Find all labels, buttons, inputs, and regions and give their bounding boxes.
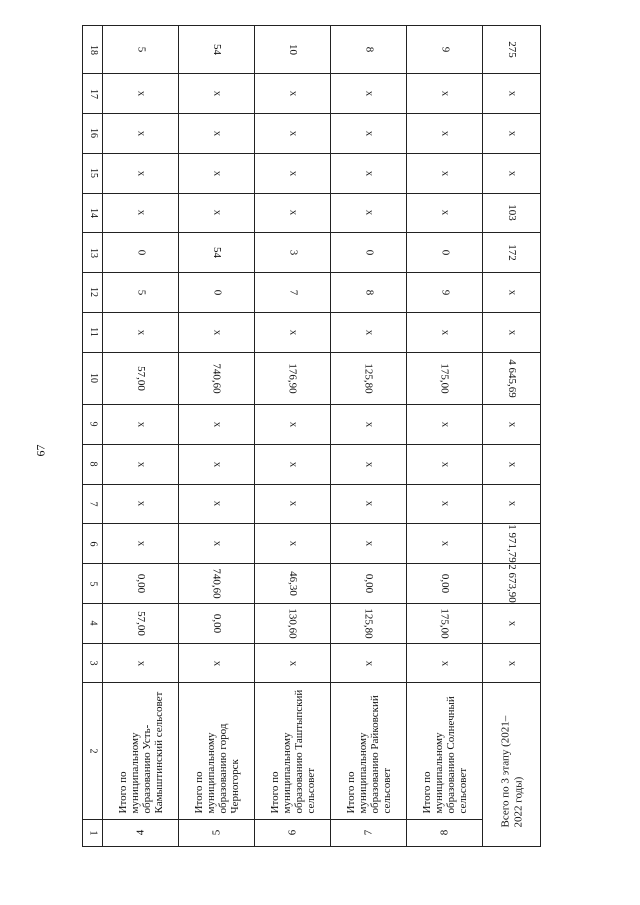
- table-cell: [179, 603, 255, 643]
- row-number: 6: [286, 830, 298, 836]
- table-cell: [255, 193, 331, 233]
- cell-value: 125,80: [363, 363, 375, 394]
- table-cell: [407, 404, 483, 444]
- table-cell: [255, 444, 331, 484]
- cell-value: x: [135, 540, 147, 547]
- row-number-cell: [407, 819, 483, 846]
- column-header: [83, 404, 103, 444]
- cell-value: 5: [135, 46, 147, 53]
- table-cell: [407, 444, 483, 484]
- table-cell: [255, 643, 331, 683]
- cell-value: 8: [363, 46, 375, 53]
- cell-value: x: [211, 660, 223, 666]
- cell-value: x: [211, 461, 223, 467]
- cell-value: x: [211, 421, 223, 428]
- total-label: Всего по 3 этапу (2021–2022 годы): [498, 715, 524, 828]
- row-label-cell: [483, 683, 541, 847]
- cell-value: 10: [287, 44, 299, 56]
- cell-value: x: [135, 329, 147, 335]
- table-cell: [103, 603, 179, 643]
- cell-value: x: [363, 90, 375, 97]
- table-cell: [103, 233, 179, 273]
- table-cell: [255, 484, 331, 524]
- table-cell: [483, 113, 541, 153]
- cell-value: x: [211, 170, 223, 176]
- column-header-text: 13: [87, 247, 99, 258]
- table-cell: [255, 603, 331, 643]
- cell-value: x: [135, 660, 147, 666]
- cell-value: 57,00: [135, 610, 147, 636]
- table-cell: [255, 26, 331, 74]
- row-number-cell: [331, 819, 407, 846]
- cell-value: x: [439, 210, 451, 216]
- table-cell: [255, 233, 331, 273]
- cell-value: x: [287, 90, 299, 97]
- row-number: 5: [210, 830, 222, 836]
- cell-value: x: [211, 90, 223, 97]
- table-cell: [483, 524, 541, 564]
- column-header: [83, 564, 103, 604]
- cell-value: 275: [506, 41, 518, 58]
- cell-value: 54: [211, 44, 223, 56]
- table-cell: [483, 312, 541, 352]
- cell-value: 46,30: [287, 571, 299, 596]
- cell-value: x: [506, 130, 518, 137]
- column-header-text: 10: [87, 373, 99, 384]
- table-cell: [483, 74, 541, 114]
- table-cell: [255, 564, 331, 604]
- cell-value: x: [287, 170, 299, 176]
- cell-value: x: [506, 501, 518, 507]
- column-header: [83, 484, 103, 524]
- row-number-cell: [255, 819, 331, 846]
- table-cell: [331, 643, 407, 683]
- cell-value: x: [135, 461, 147, 467]
- cell-value: 4 645,69: [506, 359, 518, 398]
- column-header-text: 15: [87, 168, 99, 179]
- cell-value: x: [287, 130, 299, 137]
- table-cell: [255, 312, 331, 352]
- table-cell: [255, 404, 331, 444]
- cell-value: x: [439, 329, 451, 335]
- cell-value: x: [506, 620, 518, 627]
- cell-value: x: [363, 130, 375, 137]
- table-cell: [331, 26, 407, 74]
- table-cell: [331, 273, 407, 313]
- column-header-text: 12: [87, 287, 99, 298]
- column-header: [83, 524, 103, 564]
- cell-value: x: [506, 461, 518, 467]
- cell-value: x: [506, 421, 518, 428]
- table-cell: [483, 643, 541, 683]
- cell-value: x: [506, 329, 518, 335]
- cell-value: x: [135, 130, 147, 137]
- table-cell: [255, 524, 331, 564]
- row-label: Итого по муниципальному образованию Райковский сельсовет: [344, 695, 393, 814]
- row-number: 7: [362, 830, 374, 836]
- table-cell: [407, 524, 483, 564]
- cell-value: 9: [439, 289, 451, 296]
- cell-value: 176,90: [287, 363, 299, 394]
- cell-value: 740,60: [211, 363, 223, 394]
- cell-value: x: [135, 421, 147, 428]
- cell-value: 175,00: [439, 363, 451, 394]
- table-cell: [103, 26, 179, 74]
- cell-value: 172: [506, 244, 518, 261]
- cell-value: 103: [506, 204, 518, 222]
- cell-value: 0,00: [135, 573, 147, 594]
- cell-value: 0: [439, 249, 451, 256]
- table-cell: [103, 153, 179, 193]
- cell-value: 0,00: [363, 573, 375, 594]
- table-cell: [255, 153, 331, 193]
- cell-value: x: [135, 210, 147, 216]
- row-number-cell: [179, 819, 255, 846]
- page-number: 67: [33, 444, 48, 457]
- cell-value: x: [439, 130, 451, 137]
- table-cell: [179, 524, 255, 564]
- column-header-text: 1: [87, 830, 99, 836]
- table-cell: [407, 312, 483, 352]
- table-cell: [179, 564, 255, 604]
- column-header-text: 16: [87, 128, 99, 139]
- cell-value: 175,00: [439, 608, 451, 639]
- row-label: Итого по муниципальному образованию Усть-Камыштинский сельсовет: [116, 691, 165, 814]
- cell-value: x: [287, 210, 299, 216]
- table-cell: [331, 193, 407, 233]
- cell-value: x: [287, 329, 299, 335]
- column-header: [83, 352, 103, 404]
- row-label-cell: [179, 683, 255, 819]
- table-cell: [179, 273, 255, 313]
- table-cell: [179, 193, 255, 233]
- table-cell: [103, 312, 179, 352]
- column-header: [83, 683, 103, 819]
- table-cell: [255, 273, 331, 313]
- table-cell: [407, 113, 483, 153]
- column-header: [83, 233, 103, 273]
- table-cell: [179, 26, 255, 74]
- cell-value: x: [439, 421, 451, 428]
- table-cell: [103, 74, 179, 114]
- cell-value: 9: [439, 46, 451, 53]
- cell-value: x: [287, 660, 299, 666]
- row-label-cell: [103, 683, 179, 819]
- table-cell: [407, 564, 483, 604]
- table-cell: [179, 153, 255, 193]
- table-cell: [407, 273, 483, 313]
- cell-value: x: [135, 501, 147, 507]
- row-label-cell: [407, 683, 483, 819]
- cell-value: x: [363, 501, 375, 507]
- cell-value: x: [439, 461, 451, 467]
- cell-value: x: [287, 501, 299, 507]
- column-header: [83, 153, 103, 193]
- cell-value: x: [287, 540, 299, 547]
- cell-value: x: [363, 421, 375, 428]
- row-label-cell: [331, 683, 407, 819]
- cell-value: 130,60: [287, 608, 299, 639]
- column-header: [83, 312, 103, 352]
- row-label: Итого по муниципальному образованию город Черногорск: [192, 723, 241, 814]
- column-header-text: 18: [87, 44, 99, 55]
- table-cell: [103, 484, 179, 524]
- table-cell: [331, 564, 407, 604]
- table-cell: [331, 484, 407, 524]
- table-cell: [483, 233, 541, 273]
- cell-value: x: [363, 210, 375, 216]
- table-cell: [103, 113, 179, 153]
- cell-value: x: [363, 540, 375, 547]
- table-cell: [331, 233, 407, 273]
- table-cell: [483, 444, 541, 484]
- table-cell: [407, 352, 483, 404]
- row-number-cell: [103, 819, 179, 846]
- cell-value: x: [506, 90, 518, 97]
- cell-value: x: [439, 501, 451, 507]
- cell-value: x: [211, 540, 223, 547]
- table-cell: [179, 233, 255, 273]
- cell-value: x: [363, 170, 375, 176]
- column-header: [83, 26, 103, 74]
- cell-value: x: [211, 329, 223, 335]
- table-cell: [483, 564, 541, 604]
- column-header: [83, 273, 103, 313]
- column-header: [83, 193, 103, 233]
- table-cell: [103, 524, 179, 564]
- table-cell: [331, 404, 407, 444]
- column-header-text: 4: [87, 620, 99, 626]
- table-cell: [103, 564, 179, 604]
- table-cell: [331, 312, 407, 352]
- cell-value: x: [439, 660, 451, 666]
- column-header-text: 6: [87, 541, 99, 547]
- row-label-cell: [255, 683, 331, 819]
- cell-value: 0: [135, 249, 147, 256]
- table-cell: [483, 484, 541, 524]
- table-cell: [255, 113, 331, 153]
- column-header-text: 5: [87, 581, 99, 586]
- table-cell: [483, 26, 541, 74]
- cell-value: 0: [211, 289, 223, 296]
- table-cell: [331, 153, 407, 193]
- column-header: [83, 444, 103, 484]
- cell-value: x: [363, 461, 375, 467]
- table-cell: [179, 113, 255, 153]
- cell-value: x: [506, 289, 518, 296]
- column-header-text: 2: [87, 748, 99, 754]
- table-cell: [407, 484, 483, 524]
- table-cell: [407, 233, 483, 273]
- table-cell: [483, 193, 541, 233]
- table-cell: [331, 603, 407, 643]
- cell-value: x: [439, 170, 451, 176]
- cell-value: x: [439, 90, 451, 97]
- cell-value: x: [211, 501, 223, 507]
- cell-value: x: [506, 170, 518, 176]
- table-cell: [483, 273, 541, 313]
- cell-value: 5: [135, 289, 147, 296]
- cell-value: 0,00: [439, 573, 451, 594]
- cell-value: x: [439, 540, 451, 547]
- cell-value: x: [287, 421, 299, 428]
- table-cell: [255, 74, 331, 114]
- table-cell: [331, 524, 407, 564]
- table-cell: [103, 193, 179, 233]
- table-cell: [179, 484, 255, 524]
- table-cell: [407, 74, 483, 114]
- table-cell: [179, 74, 255, 114]
- table-cell: [255, 352, 331, 404]
- cell-value: 1 971,79: [506, 524, 518, 563]
- cell-value: x: [135, 170, 147, 176]
- cell-value: x: [211, 130, 223, 137]
- column-header: [83, 603, 103, 643]
- row-label: Итого по муниципальному образованию Таштыпский сельсовет: [268, 689, 317, 814]
- column-header-text: 11: [87, 327, 99, 338]
- cell-value: 54: [211, 247, 223, 259]
- cell-value: x: [506, 660, 518, 666]
- cell-value: 3: [287, 249, 299, 256]
- table-cell: [483, 153, 541, 193]
- cell-value: x: [135, 90, 147, 97]
- table-cell: [331, 444, 407, 484]
- table-cell: [103, 444, 179, 484]
- column-header-text: 14: [87, 207, 99, 218]
- column-header-text: 7: [87, 501, 99, 507]
- cell-value: 125,80: [363, 608, 375, 639]
- table-cell: [331, 74, 407, 114]
- column-header: [83, 113, 103, 153]
- row-number: 4: [134, 830, 146, 836]
- cell-value: x: [287, 461, 299, 467]
- table-cell: [483, 352, 541, 404]
- table-cell: [179, 643, 255, 683]
- table-cell: [103, 643, 179, 683]
- table-cell: [483, 603, 541, 643]
- table-cell: [407, 153, 483, 193]
- cell-value: 57,00: [135, 365, 147, 391]
- cell-value: 7: [287, 289, 299, 296]
- column-header-text: 17: [87, 88, 99, 99]
- table-cell: [103, 273, 179, 313]
- cell-value: 0,00: [211, 613, 223, 633]
- table-cell: [407, 193, 483, 233]
- cell-value: x: [363, 660, 375, 666]
- cell-value: 740,60: [211, 568, 223, 599]
- table-cell: [407, 643, 483, 683]
- column-header: [83, 74, 103, 114]
- table-cell: [407, 603, 483, 643]
- cell-value: x: [363, 329, 375, 335]
- table-cell: [103, 352, 179, 404]
- column-header: [83, 819, 103, 846]
- table-cell: [179, 404, 255, 444]
- column-header-text: 9: [87, 421, 99, 427]
- column-header-text: 3: [87, 660, 99, 666]
- cell-value: 8: [363, 289, 375, 296]
- table-cell: [103, 404, 179, 444]
- column-header: [83, 643, 103, 683]
- cell-value: 2 673,90: [506, 564, 518, 603]
- cell-value: x: [211, 210, 223, 216]
- table-cell: [179, 444, 255, 484]
- data-table: [82, 25, 541, 847]
- cell-value: 0: [363, 249, 375, 256]
- table-cell: [483, 404, 541, 444]
- column-header-text: 8: [87, 461, 99, 467]
- table-cell: [331, 113, 407, 153]
- table-cell: [179, 352, 255, 404]
- row-label: Итого по муниципальному образованию Солнечный сельсовет: [420, 696, 469, 814]
- table-cell: [331, 352, 407, 404]
- table-cell: [407, 26, 483, 74]
- table-cell: [179, 312, 255, 352]
- row-number: 8: [438, 830, 450, 836]
